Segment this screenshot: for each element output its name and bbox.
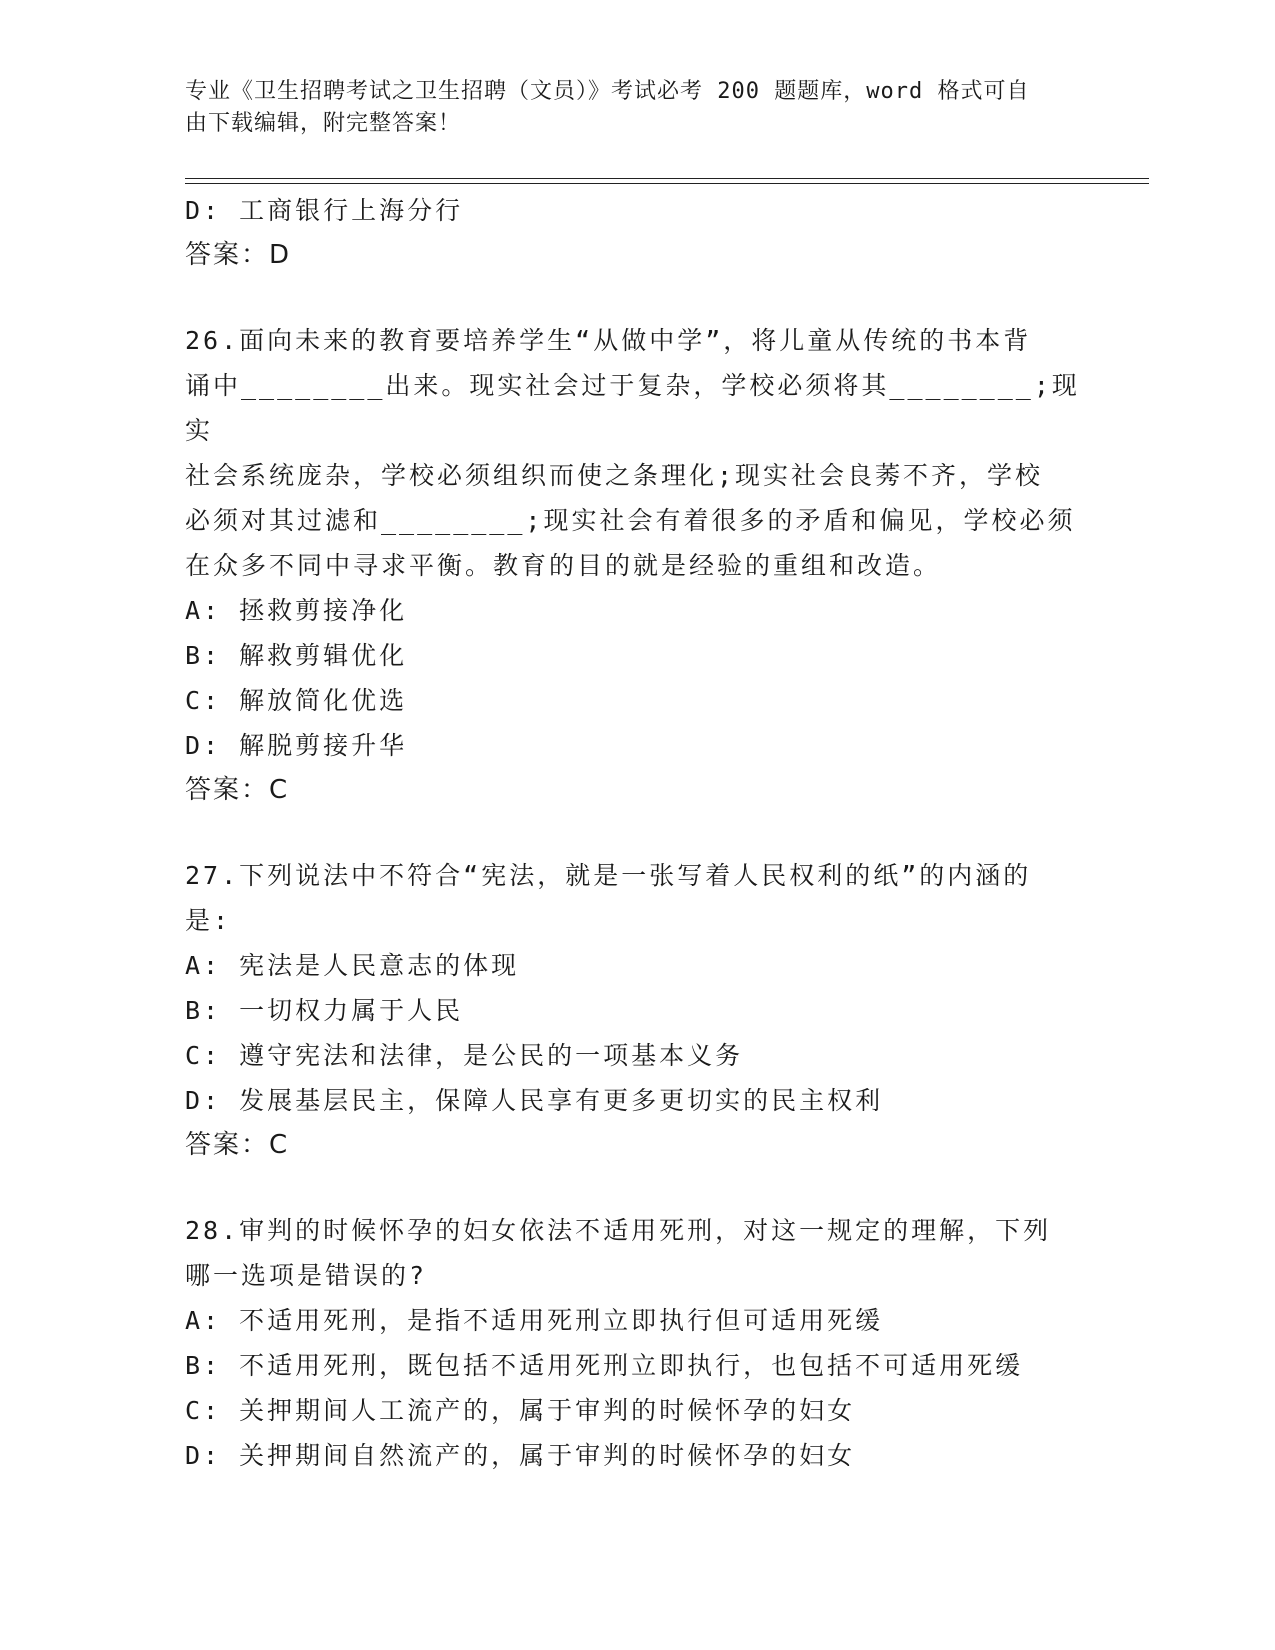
question-28: [185, 1208, 1085, 1478]
option-b: B: 解救剪辑优化: [185, 641, 408, 670]
question-stem-line: 27.下列说法中不符合“宪法，就是一张写着人民权利的纸”的内涵的: [185, 861, 1032, 890]
option-b: B: 一切权力属于人民: [185, 996, 464, 1025]
question-stem-line: 28.审判的时候怀孕的妇女依法不适用死刑，对这一规定的理解，下列: [185, 1216, 1052, 1245]
spacer: [185, 278, 1085, 318]
header-line-2: 由下载编辑，附完整答案！: [185, 111, 462, 136]
option-d: D: 发展基层民主，保障人民享有更多更切实的民主权利: [185, 1086, 884, 1115]
option-d: D: 关押期间自然流产的，属于审判的时候怀孕的妇女: [185, 1441, 856, 1470]
answer-line: 答案：C: [185, 775, 290, 805]
answer-line: 答案：D: [185, 240, 292, 270]
header-rule-top: [185, 178, 1149, 179]
option-c: C: 遵守宪法和法律，是公民的一项基本义务: [185, 1041, 744, 1070]
spacer: [185, 1168, 1085, 1208]
question-stem-line: 社会系统庞杂，学校必须组织而使之条理化;现实社会良莠不齐，学校: [185, 461, 1044, 490]
option-a: A: 不适用死刑，是指不适用死刑立即执行但可适用死缓: [185, 1306, 884, 1335]
question-stem-line: 必须对其过滤和________;现实社会有着很多的矛盾和偏见，学校必须: [185, 506, 1076, 535]
answer-line: 答案：C: [185, 1130, 290, 1160]
document-header: [185, 76, 1065, 140]
option-d: D: 解脱剪接升华: [185, 731, 408, 760]
spacer: [185, 813, 1085, 853]
option-b: B: 不适用死刑，既包括不适用死刑立即执行，也包括不可适用死缓: [185, 1351, 1024, 1380]
question-content: [185, 188, 1085, 1478]
question-stem-line: 在众多不同中寻求平衡。教育的目的就是经验的重组和改造。: [185, 551, 942, 580]
header-line-1: 专业《卫生招聘考试之卫生招聘（文员）》考试必考 200 题题库，word 格式可自: [185, 79, 1030, 104]
question-stem-line: 26.面向未来的教育要培养学生“从做中学”，将儿童从传统的书本背: [185, 326, 1032, 355]
option-d: D: 工商银行上海分行: [185, 196, 464, 225]
option-c: C: 关押期间人工流产的，属于审判的时候怀孕的妇女: [185, 1396, 856, 1425]
question-27: [185, 853, 1085, 1168]
option-a: A: 拯救剪接净化: [185, 596, 408, 625]
question-26: [185, 318, 1085, 813]
question-stem-line: 是:: [185, 906, 232, 935]
header-rule-bottom: [185, 183, 1149, 184]
question-stem-line: 哪一选项是错误的?: [185, 1261, 428, 1290]
option-c: C: 解放简化优选: [185, 686, 408, 715]
option-a: A: 宪法是人民意志的体现: [185, 951, 520, 980]
question-stem-line: 诵中________出来。现实社会过于复杂，学校必须将其________;现实: [185, 371, 1080, 445]
